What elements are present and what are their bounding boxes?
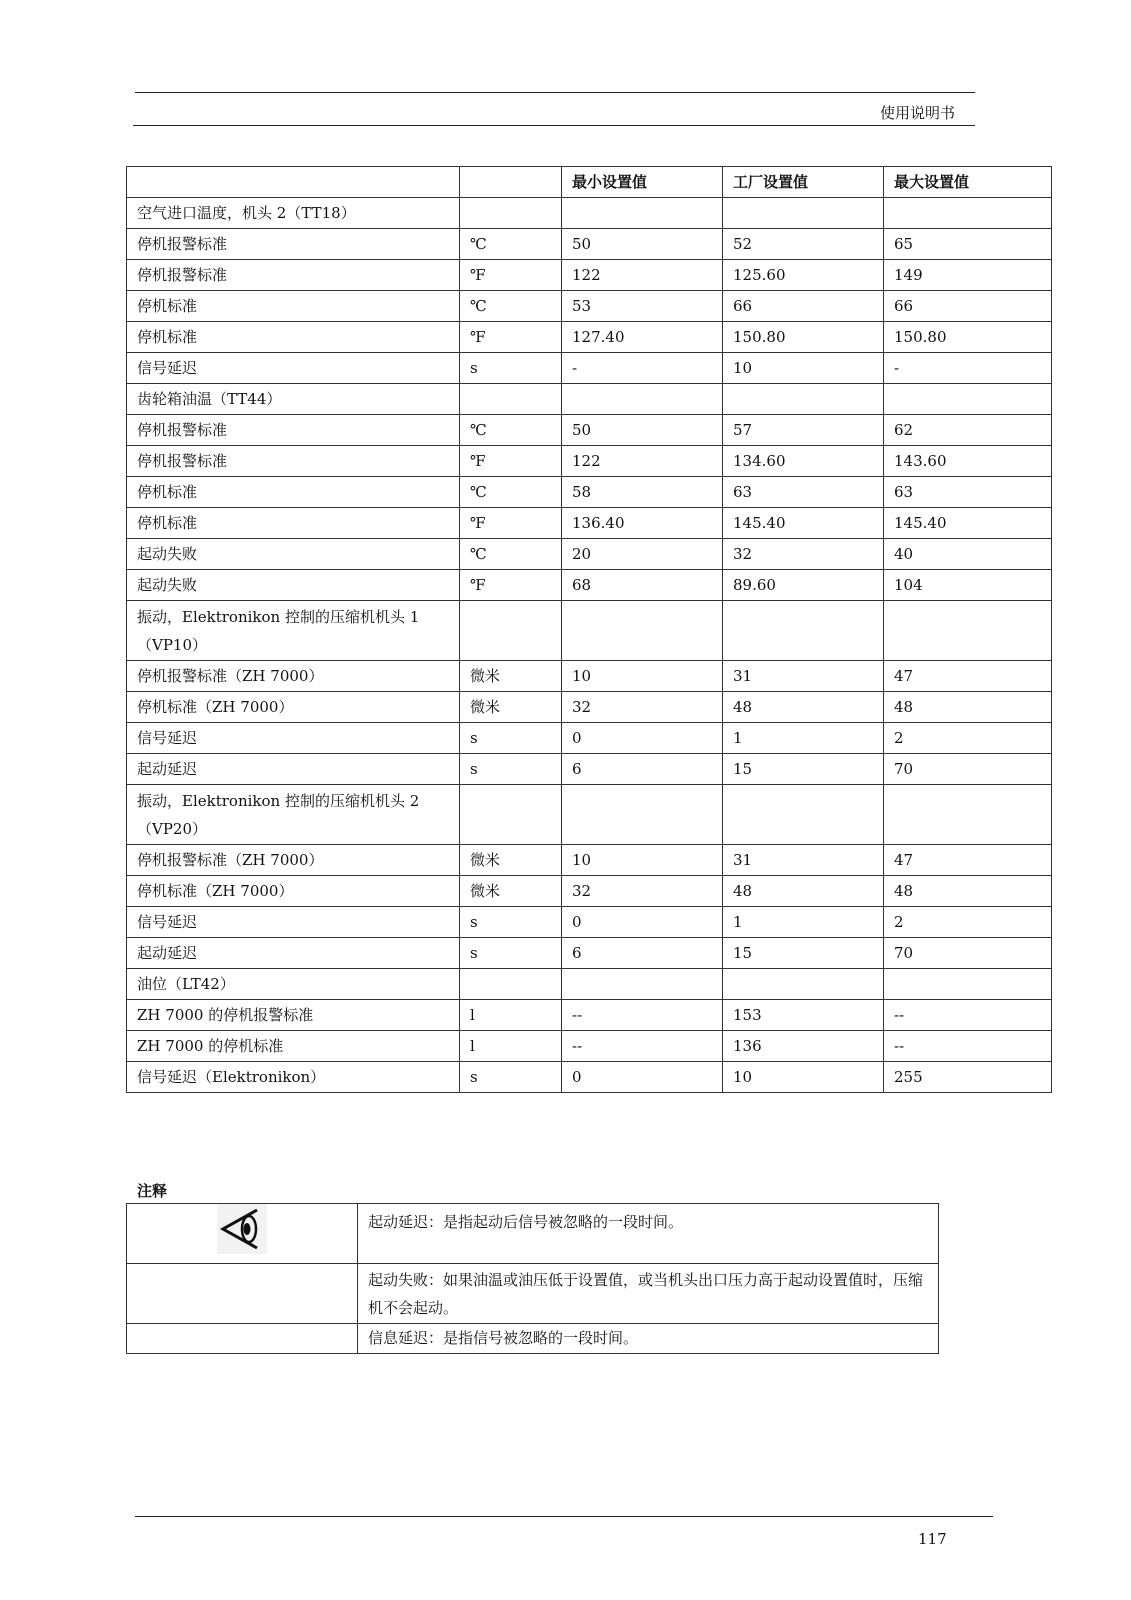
row-label: 空气进口温度，机头 2（TT18） xyxy=(127,198,460,229)
max-value: 47 xyxy=(884,845,1052,876)
factory-value xyxy=(723,198,884,229)
table-header-row xyxy=(127,167,1052,198)
max-value: 149 xyxy=(884,260,1052,291)
unit-cell: ℉ xyxy=(460,570,562,601)
min-value xyxy=(562,969,723,1000)
row-label: 信号延迟 xyxy=(127,907,460,938)
row-label: 油位（LT42） xyxy=(127,969,460,1000)
max-value xyxy=(884,601,1052,661)
row-label: 停机标准（ZH 7000） xyxy=(127,876,460,907)
table-row xyxy=(127,291,1052,322)
factory-value: 52 xyxy=(723,229,884,260)
unit-cell: s xyxy=(460,1062,562,1093)
row-label: 信号延迟（Elektronikon） xyxy=(127,1062,460,1093)
min-value xyxy=(562,198,723,229)
section-row xyxy=(127,601,1052,661)
note-empty-cell xyxy=(127,1264,358,1324)
header-title: 使用说明书 xyxy=(880,104,956,122)
factory-value: 10 xyxy=(723,1062,884,1093)
max-value xyxy=(884,198,1052,229)
factory-value: 153 xyxy=(723,1000,884,1031)
unit-cell xyxy=(460,785,562,845)
table-row xyxy=(127,723,1052,754)
row-label: 信号延迟 xyxy=(127,723,460,754)
max-value xyxy=(884,969,1052,1000)
max-value xyxy=(884,785,1052,845)
column-header: 最小设置值 xyxy=(562,167,723,198)
factory-value xyxy=(723,785,884,845)
column-header xyxy=(460,167,562,198)
table-row xyxy=(127,353,1052,384)
max-value: - xyxy=(884,353,1052,384)
unit-cell: s xyxy=(460,353,562,384)
min-value xyxy=(562,601,723,661)
max-value: 70 xyxy=(884,754,1052,785)
row-label: 振动，Elektronikon 控制的压缩机机头 2（VP20） xyxy=(127,785,460,845)
unit-cell: l xyxy=(460,1031,562,1062)
min-value: 0 xyxy=(562,1062,723,1093)
factory-value: 1 xyxy=(723,907,884,938)
factory-value: 48 xyxy=(723,692,884,723)
row-label: 停机报警标准（ZH 7000） xyxy=(127,661,460,692)
unit-cell: 微米 xyxy=(460,876,562,907)
row-label: 停机标准 xyxy=(127,477,460,508)
max-value: 143.60 xyxy=(884,446,1052,477)
table-row xyxy=(127,260,1052,291)
unit-cell: ℉ xyxy=(460,260,562,291)
factory-value: 10 xyxy=(723,353,884,384)
min-value: 127.40 xyxy=(562,322,723,353)
factory-value: 1 xyxy=(723,723,884,754)
unit-cell xyxy=(460,601,562,661)
min-value: 50 xyxy=(562,229,723,260)
row-label: 停机报警标准（ZH 7000） xyxy=(127,845,460,876)
factory-value: 150.80 xyxy=(723,322,884,353)
unit-cell: ℃ xyxy=(460,291,562,322)
factory-value: 89.60 xyxy=(723,570,884,601)
max-value: 66 xyxy=(884,291,1052,322)
max-value: 63 xyxy=(884,477,1052,508)
unit-cell: ℃ xyxy=(460,477,562,508)
row-label: 停机报警标准 xyxy=(127,260,460,291)
table-row xyxy=(127,876,1052,907)
factory-value: 57 xyxy=(723,415,884,446)
factory-value xyxy=(723,601,884,661)
note-icon-cell xyxy=(127,1204,358,1264)
section-row xyxy=(127,785,1052,845)
min-value: 53 xyxy=(562,291,723,322)
min-value: 68 xyxy=(562,570,723,601)
factory-value: 125.60 xyxy=(723,260,884,291)
table-row xyxy=(127,477,1052,508)
max-value: 48 xyxy=(884,876,1052,907)
note-row xyxy=(127,1324,939,1354)
min-value: 0 xyxy=(562,907,723,938)
row-label: 停机标准 xyxy=(127,508,460,539)
factory-value: 32 xyxy=(723,539,884,570)
max-value: 150.80 xyxy=(884,322,1052,353)
row-label: 停机报警标准 xyxy=(127,415,460,446)
factory-value xyxy=(723,969,884,1000)
note-text: 起动失败：如果油温或油压低于设置值，或当机头出口压力高于起动设置值时，压缩机不会起动。 xyxy=(358,1264,939,1324)
table-row xyxy=(127,570,1052,601)
max-value: 70 xyxy=(884,938,1052,969)
factory-value: 15 xyxy=(723,938,884,969)
factory-value: 145.40 xyxy=(723,508,884,539)
max-value: 145.40 xyxy=(884,508,1052,539)
unit-cell: 微米 xyxy=(460,845,562,876)
factory-value: 63 xyxy=(723,477,884,508)
row-label: 停机报警标准 xyxy=(127,229,460,260)
min-value: 50 xyxy=(562,415,723,446)
max-value: 255 xyxy=(884,1062,1052,1093)
section-row xyxy=(127,969,1052,1000)
row-label: 停机标准（ZH 7000） xyxy=(127,692,460,723)
max-value: 40 xyxy=(884,539,1052,570)
max-value: 65 xyxy=(884,229,1052,260)
min-value: 32 xyxy=(562,876,723,907)
factory-value: 31 xyxy=(723,845,884,876)
table-row xyxy=(127,508,1052,539)
table-row xyxy=(127,907,1052,938)
min-value: -- xyxy=(562,1000,723,1031)
min-value: 136.40 xyxy=(562,508,723,539)
min-value: 20 xyxy=(562,539,723,570)
note-empty-cell xyxy=(127,1324,358,1354)
min-value: - xyxy=(562,353,723,384)
min-value: 122 xyxy=(562,260,723,291)
min-value: -- xyxy=(562,1031,723,1062)
column-header: 工厂设置值 xyxy=(723,167,884,198)
factory-value xyxy=(723,384,884,415)
row-label: ZH 7000 的停机标准 xyxy=(127,1031,460,1062)
column-header: 最大设置值 xyxy=(884,167,1052,198)
max-value: 2 xyxy=(884,723,1052,754)
max-value: 104 xyxy=(884,570,1052,601)
row-label: 信号延迟 xyxy=(127,353,460,384)
unit-cell xyxy=(460,198,562,229)
max-value xyxy=(884,384,1052,415)
factory-value: 15 xyxy=(723,754,884,785)
note-row xyxy=(127,1204,939,1264)
unit-cell: s xyxy=(460,907,562,938)
table-row xyxy=(127,446,1052,477)
max-value: -- xyxy=(884,1031,1052,1062)
max-value: 48 xyxy=(884,692,1052,723)
factory-value: 134.60 xyxy=(723,446,884,477)
factory-value: 66 xyxy=(723,291,884,322)
min-value: 6 xyxy=(562,938,723,969)
table-row xyxy=(127,938,1052,969)
unit-cell: s xyxy=(460,754,562,785)
unit-cell: ℉ xyxy=(460,322,562,353)
table-row xyxy=(127,539,1052,570)
unit-cell: s xyxy=(460,938,562,969)
min-value: 6 xyxy=(562,754,723,785)
note-text: 信息延迟：是指信号被忽略的一段时间。 xyxy=(358,1324,939,1354)
row-label: 起动失败 xyxy=(127,539,460,570)
unit-cell: ℃ xyxy=(460,229,562,260)
min-value: 10 xyxy=(562,845,723,876)
factory-value: 48 xyxy=(723,876,884,907)
table-row xyxy=(127,1031,1052,1062)
row-label: 起动延迟 xyxy=(127,754,460,785)
factory-value: 136 xyxy=(723,1031,884,1062)
note-text: 起动延迟：是指起动后信号被忽略的一段时间。 xyxy=(358,1204,939,1264)
min-value xyxy=(562,785,723,845)
table-row xyxy=(127,1062,1052,1093)
unit-cell xyxy=(460,384,562,415)
unit-cell: 微米 xyxy=(460,661,562,692)
section-row xyxy=(127,384,1052,415)
notes-table xyxy=(126,1203,939,1354)
header-top-rule xyxy=(135,92,975,93)
table-row xyxy=(127,845,1052,876)
table-row xyxy=(127,661,1052,692)
factory-value: 31 xyxy=(723,661,884,692)
min-value: 122 xyxy=(562,446,723,477)
header-bottom-rule xyxy=(133,125,975,126)
unit-cell: ℉ xyxy=(460,508,562,539)
column-header xyxy=(127,167,460,198)
min-value: 32 xyxy=(562,692,723,723)
unit-cell: l xyxy=(460,1000,562,1031)
min-value: 0 xyxy=(562,723,723,754)
row-label: 停机报警标准 xyxy=(127,446,460,477)
row-label: 起动延迟 xyxy=(127,938,460,969)
section-row xyxy=(127,198,1052,229)
unit-cell: ℉ xyxy=(460,446,562,477)
max-value: 2 xyxy=(884,907,1052,938)
table-row xyxy=(127,692,1052,723)
note-row xyxy=(127,1264,939,1324)
notes-title: 注释 xyxy=(137,1182,168,1200)
unit-cell: 微米 xyxy=(460,692,562,723)
footer-rule xyxy=(135,1516,993,1517)
page-number: 117 xyxy=(918,1530,947,1548)
row-label: 停机标准 xyxy=(127,291,460,322)
row-label: 停机标准 xyxy=(127,322,460,353)
row-label: 振动，Elektronikon 控制的压缩机机头 1（VP10） xyxy=(127,601,460,661)
settings-table xyxy=(126,166,1052,1093)
table-row xyxy=(127,322,1052,353)
unit-cell: ℃ xyxy=(460,539,562,570)
max-value: 47 xyxy=(884,661,1052,692)
table-row xyxy=(127,229,1052,260)
row-label: 起动失败 xyxy=(127,570,460,601)
table-row xyxy=(127,1000,1052,1031)
min-value xyxy=(562,384,723,415)
table-row xyxy=(127,754,1052,785)
max-value: 62 xyxy=(884,415,1052,446)
max-value: -- xyxy=(884,1000,1052,1031)
row-label: 齿轮箱油温（TT44） xyxy=(127,384,460,415)
min-value: 10 xyxy=(562,661,723,692)
eye-triangle-icon xyxy=(217,1240,267,1258)
unit-cell: s xyxy=(460,723,562,754)
table-row xyxy=(127,415,1052,446)
unit-cell xyxy=(460,969,562,1000)
row-label: ZH 7000 的停机报警标准 xyxy=(127,1000,460,1031)
unit-cell: ℃ xyxy=(460,415,562,446)
min-value: 58 xyxy=(562,477,723,508)
